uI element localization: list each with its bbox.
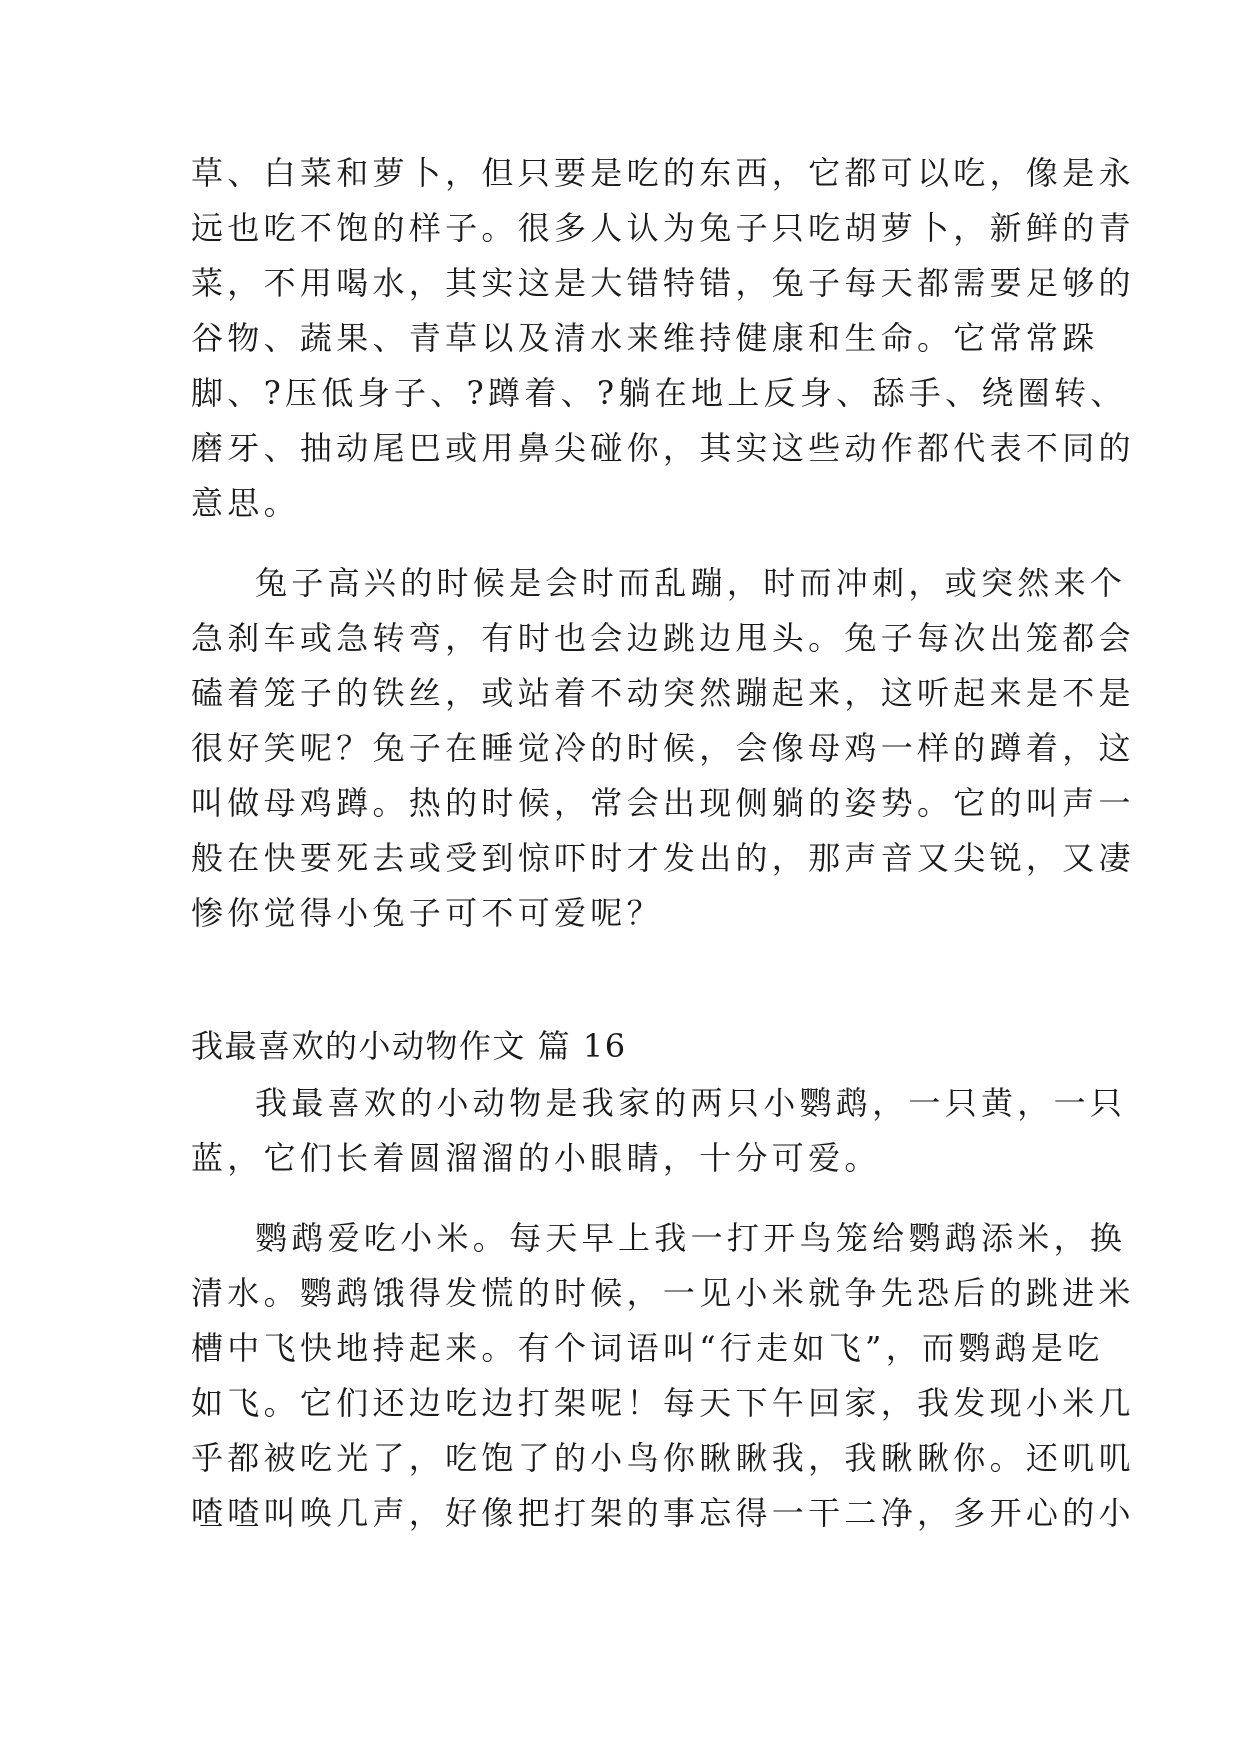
text-line: 很好笑呢？兔子在睡觉冷的时候，会像母鸡一样的蹲着，这 (191, 729, 1135, 767)
text-line: 急刹车或急转弯，有时也会边跳边甩头。兔子每次出笼都会 (191, 619, 1135, 657)
text-line: 磨牙、抽动尾巴或用鼻尖碰你，其实这些动作都代表不同的 (191, 429, 1135, 467)
text-line: 菜，不用喝水，其实这是大错特错，兔子每天都需要足够的 (191, 264, 1135, 302)
text-line: 磕着笼子的铁丝，或站着不动突然蹦起来，这听起来是不是 (191, 674, 1135, 712)
text-line: 我最喜欢的小动物是我家的两只小鹦鹉，一只黄，一只 (255, 1084, 1127, 1122)
text-line: 槽中飞快地持起来。有个词语叫“行走如飞”，而鹦鹉是吃 (191, 1329, 1104, 1367)
text-line: 兔子高兴的时候是会时而乱蹦，时而冲刺，或突然来个 (255, 564, 1127, 602)
text-line: 如飞。它们还边吃边打架呢！每天下午回家，我发现小米几 (191, 1384, 1135, 1422)
text-line: 远也吃不饱的样子。很多人认为兔子只吃胡萝卜，新鲜的青 (191, 209, 1135, 247)
text-line: 叫做母鸡蹲。热的时候，常会出现侧躺的姿势。它的叫声一 (191, 784, 1135, 822)
text-line: 草、白菜和萝卜，但只要是吃的东西，它都可以吃，像是永 (191, 154, 1135, 192)
text-line: 鹦鹉爱吃小米。每天早上我一打开鸟笼给鹦鹉添米，换 (255, 1219, 1127, 1257)
text-line: 乎都被吃光了，吃饱了的小鸟你瞅瞅我，我瞅瞅你。还叽叽 (191, 1439, 1135, 1477)
text-line: 脚、?压低身子、?蹲着、?躺在地上反身、舔手、绕圈转、 (191, 374, 1127, 412)
text-line: 蓝，它们长着圆溜溜的小眼睛，十分可爱。 (191, 1139, 881, 1177)
section-heading: 我最喜欢的小动物作文 篇 16 (191, 1027, 627, 1065)
text-line: 清水。鹦鹉饿得发慌的时候，一见小米就争先恐后的跳进米 (191, 1274, 1135, 1312)
text-line: 谷物、蔬果、青草以及清水来维持健康和生命。它常常跺 (191, 319, 1099, 357)
text-line: 般在快要死去或受到惊吓时才发出的，那声音又尖锐，又凄 (191, 839, 1135, 877)
text-line: 喳喳叫唤几声，好像把打架的事忘得一干二净，多开心的小 (191, 1494, 1135, 1532)
text-line: 惨你觉得小兔子可不可爱呢？ (191, 894, 663, 932)
text-line: 意思。 (191, 484, 300, 522)
